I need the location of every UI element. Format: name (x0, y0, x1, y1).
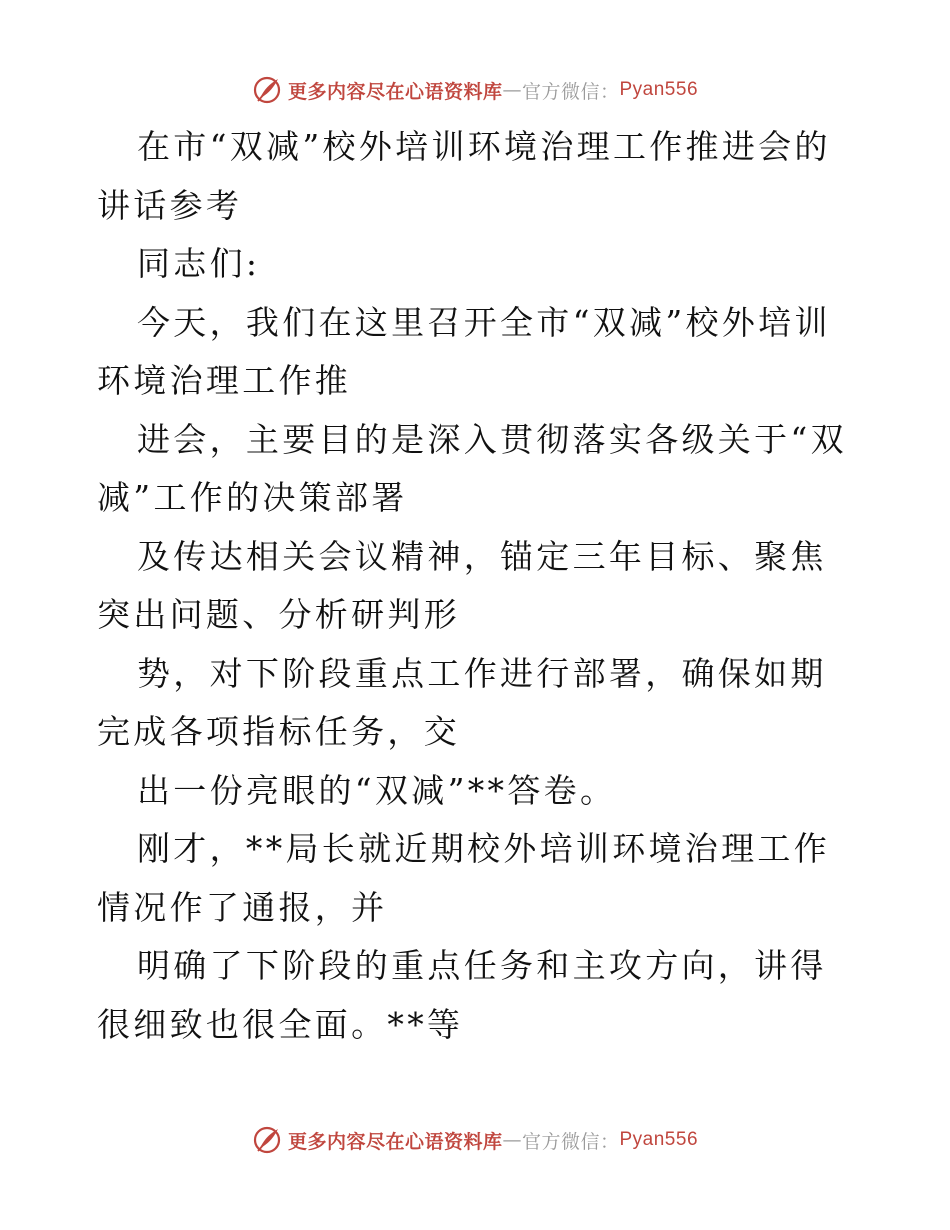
document-body (97, 118, 857, 1054)
watermark-label: 官方微信： (521, 1130, 620, 1153)
salutation: 同志们: (137, 244, 261, 283)
paragraph-2: 进会，主要目的是深入贯彻落实各级关于“双减”工作的决策部署 (97, 419, 847, 517)
watermark-wechat-id: Pyan556 (619, 79, 699, 100)
watermark-text: 更多内容尽在心语资料库 (287, 1130, 503, 1153)
paragraph-7: 明确了下阶段的重点任务和主攻方向，讲得很细致也很全面。**等 (97, 946, 827, 1044)
document-title: 在市“双减”校外培训环境治理工作推进会的讲话参考 (97, 127, 831, 225)
paragraph-1: 今天，我们在这里召开全市“双减”校外培训环境治理工作推 (97, 302, 831, 400)
paragraph-4: 势，对下阶段重点工作进行部署，确保如期完成各项指标任务，交 (97, 653, 827, 751)
feather-pen-logo-icon (252, 1125, 282, 1155)
paragraph-3: 及传达相关会议精神，锚定三年目标、聚焦突出问题、分析研判形 (97, 536, 827, 634)
feather-pen-logo-icon (252, 75, 282, 105)
watermark-wechat-id: Pyan556 (619, 1129, 699, 1150)
watermark-text: 更多内容尽在心语资料库 (287, 80, 503, 103)
paragraph-5: 出一份亮眼的“双减”**答卷。 (137, 770, 617, 810)
watermark-header (0, 70, 950, 110)
watermark-dash: — (502, 79, 522, 101)
watermark-label: 官方微信： (521, 80, 620, 103)
paragraph-6: 刚才，**局长就近期校外培训环境治理工作情况作了通报，并 (97, 829, 830, 927)
watermark-dash: — (502, 1129, 522, 1151)
watermark-footer (0, 1120, 950, 1160)
